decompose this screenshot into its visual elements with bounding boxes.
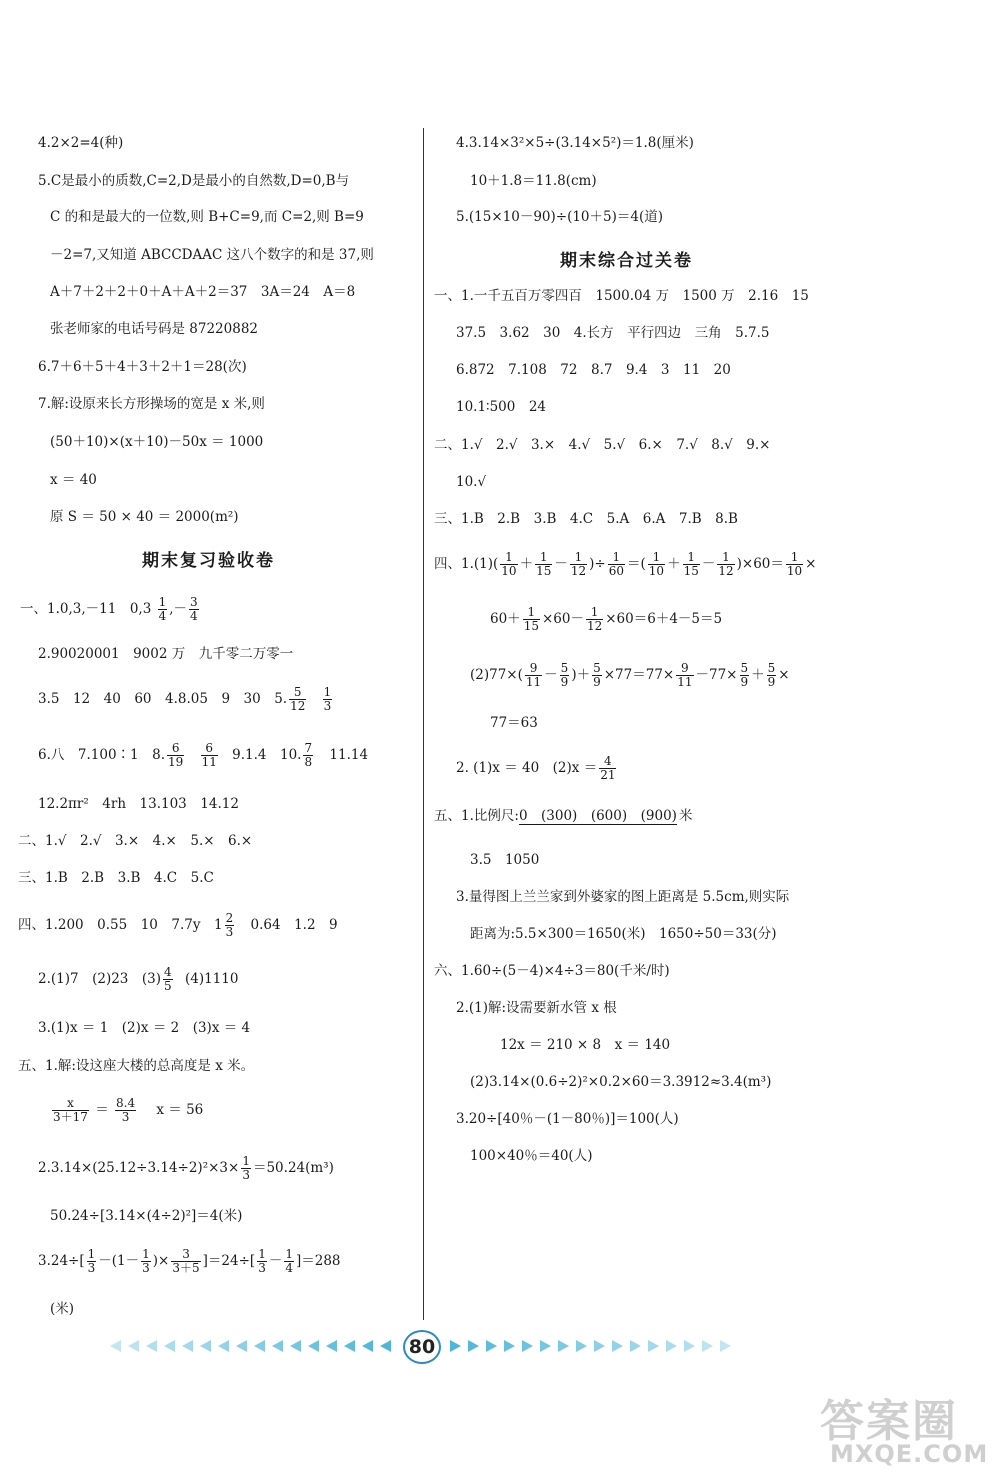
fraction: $\frac{1}{12}$ bbox=[718, 550, 734, 578]
fraction: $\frac{7}{8}$ bbox=[304, 741, 313, 769]
fraction: $\frac{3}{4}$ bbox=[190, 595, 198, 623]
answer-line: 10.1∶500 24 bbox=[456, 399, 547, 415]
answer-line: 3.量得图上兰兰家到外婆家的图上距离是 5.5cm,则实际 bbox=[456, 889, 790, 905]
answer-line: 12.2πr² 4rh 13.103 14.12 bbox=[38, 796, 239, 812]
arrow-right-icon bbox=[648, 1340, 659, 1352]
arrow-left-icon bbox=[200, 1340, 211, 1352]
text: ＝50.24(m³) bbox=[252, 1160, 334, 1176]
watermark-url: MXQE.COM bbox=[830, 1440, 989, 1468]
arrow-right-icon bbox=[522, 1340, 533, 1352]
fraction: $\frac{1}{3}$ bbox=[323, 685, 332, 713]
text: 6.八 7.100∶1 8. bbox=[38, 747, 165, 763]
text: 2.3.14×(25.12÷3.14÷2)²×3× bbox=[38, 1160, 240, 1176]
fraction: $\frac{1}{4}$ bbox=[158, 595, 167, 623]
answer-line: 12x ＝ 210 × 8 x ＝ 140 bbox=[500, 1037, 671, 1053]
arrow-left-icon bbox=[362, 1340, 373, 1352]
text: ×60－ bbox=[541, 611, 584, 627]
fraction: $\frac{x}{3+17}$ bbox=[53, 1096, 88, 1124]
text: × bbox=[778, 667, 790, 683]
arrow-left-icon bbox=[236, 1340, 247, 1352]
answer-line: 3.(1)x ＝ 1 (2)x ＝ 2 (3)x ＝ 4 bbox=[38, 1020, 251, 1036]
answer-line bbox=[38, 686, 334, 713]
text: 3.24÷[ bbox=[38, 1253, 85, 1269]
answer-line: 10＋1.8＝11.8(cm) bbox=[470, 173, 597, 189]
text: ＝ bbox=[95, 1102, 109, 1118]
text: 五、1.比例尺: bbox=[434, 808, 519, 824]
answer-line: －2=7,又知道 ABCCDAAC 这八个数字的和是 37,则 bbox=[50, 247, 374, 263]
fraction: $\frac{5}{12}$ bbox=[290, 685, 306, 713]
section-title: 期末复习验收卷 bbox=[142, 551, 275, 571]
text: － bbox=[701, 556, 716, 572]
fraction: $\frac{1}{60}$ bbox=[608, 550, 624, 578]
answer-line: 三、1.B 2.B 3.B 4.C 5.C bbox=[18, 870, 214, 886]
answer-line: 一、1.一千五百万零四百 1500.04 万 1500 万 2.16 15 bbox=[434, 288, 809, 304]
text: 一、1.0,3,－11 0,3 bbox=[20, 601, 152, 617]
page-number: 80 bbox=[403, 1330, 441, 1364]
arrow-right-icon bbox=[486, 1340, 497, 1352]
fraction: $\frac{4}{21}$ bbox=[600, 754, 616, 782]
text: ,－ bbox=[169, 601, 188, 617]
fraction: $\frac{5}{9}$ bbox=[767, 661, 776, 689]
text: ＝( bbox=[627, 556, 646, 572]
scale-bar: 0 (300) (600) (900) bbox=[518, 808, 677, 824]
answer-line bbox=[38, 966, 238, 993]
answer-line: 3.20÷[40％－(1－80％)]＝100(人) bbox=[456, 1111, 679, 1127]
fraction: $\frac{1}{3}$ bbox=[87, 1247, 96, 1275]
text: 2. (1)x ＝ 40 (2)x ＝ bbox=[456, 760, 598, 776]
arrow-left-icon bbox=[254, 1340, 265, 1352]
arrow-right-icon bbox=[594, 1340, 605, 1352]
fraction: $\frac{9}{11}$ bbox=[677, 661, 693, 689]
arrow-right-icon bbox=[702, 1340, 713, 1352]
section-title: 期末综合过关卷 bbox=[560, 251, 693, 271]
answer-line: A＋7＋2＋2＋0＋A＋A＋2＝37 3A＝24 A＝8 bbox=[50, 284, 356, 300]
answer-line: 距离为:5.5×300＝1650(米) 1650÷50＝33(分) bbox=[470, 926, 777, 942]
answer-line bbox=[20, 596, 201, 623]
text: ＋ bbox=[519, 556, 534, 572]
arrow-right-icon bbox=[612, 1340, 623, 1352]
answer-line bbox=[470, 662, 790, 689]
answer-line: 6.872 7.108 72 8.7 9.4 3 11 20 bbox=[456, 362, 731, 378]
answer-line: 2.(1)解:设需要新水管 x 根 bbox=[456, 1000, 617, 1016]
fraction: $\frac{5}{9}$ bbox=[560, 661, 569, 689]
text: －77× bbox=[695, 667, 738, 683]
text: (4)1110 bbox=[184, 971, 239, 987]
answer-line: 10.√ bbox=[456, 474, 487, 490]
text: 米 bbox=[678, 808, 693, 824]
text: － bbox=[554, 556, 568, 572]
fraction: $\frac{1}{15}$ bbox=[536, 550, 552, 578]
arrow-right-icon bbox=[720, 1340, 731, 1352]
answer-line: 100×40％＝40(人) bbox=[470, 1148, 593, 1164]
fraction: $\frac{1}{10}$ bbox=[648, 550, 665, 578]
answer-line bbox=[490, 606, 722, 633]
answer-line: 6.7＋6＋5＋4＋3＋2＋1＝28(次) bbox=[38, 359, 247, 375]
text: 0.64 1.2 9 bbox=[250, 917, 338, 933]
arrow-left-icon bbox=[272, 1340, 283, 1352]
arrow-right-icon bbox=[468, 1340, 479, 1352]
text: ]＝288 bbox=[295, 1253, 341, 1269]
answer-line: 六、1.60÷(5－4)×4÷3＝80(千米/时) bbox=[434, 963, 670, 979]
text: 四、1.(1)( bbox=[434, 556, 499, 572]
text: )＋ bbox=[571, 667, 591, 683]
fraction: $\frac{3}{3+5}$ bbox=[172, 1247, 200, 1275]
column-divider bbox=[423, 128, 424, 1320]
text: 2.(1)7 (2)23 (3) bbox=[38, 971, 162, 987]
fraction: $\frac{5}{9}$ bbox=[593, 661, 601, 689]
fraction: $\frac{1}{3}$ bbox=[258, 1247, 266, 1275]
answer-line: 三、1.B 2.B 3.B 4.C 5.A 6.A 7.B 8.B bbox=[434, 511, 738, 527]
text: ＋ bbox=[751, 667, 765, 683]
fraction: $\frac{1}{12}$ bbox=[586, 605, 603, 633]
text: －(1－ bbox=[98, 1253, 140, 1269]
arrow-left-icon bbox=[146, 1340, 157, 1352]
arrow-left-icon bbox=[344, 1340, 355, 1352]
answer-line: 3.5 1050 bbox=[470, 852, 540, 868]
answer-line: 2.90020001 9002 万 九千零二万零一 bbox=[38, 646, 294, 662]
fraction: $\frac{2}{3}$ bbox=[225, 911, 234, 939]
answer-line bbox=[38, 1155, 334, 1182]
arrow-left-icon bbox=[290, 1340, 301, 1352]
text: )÷ bbox=[589, 556, 606, 572]
arrow-right-icon bbox=[450, 1340, 461, 1352]
arrow-left-icon bbox=[326, 1340, 337, 1352]
fraction: $\frac{1}{12}$ bbox=[570, 550, 587, 578]
text: (2)77×( bbox=[470, 667, 523, 683]
answer-line bbox=[434, 551, 816, 578]
text: － bbox=[544, 667, 558, 683]
text: ×60＝6＋4－5＝5 bbox=[605, 611, 723, 627]
fraction: $\frac{1}{15}$ bbox=[523, 605, 539, 633]
fraction: $\frac{6}{19}$ bbox=[168, 741, 184, 769]
text: ＋ bbox=[667, 556, 681, 572]
fraction: $\frac{9}{11}$ bbox=[525, 661, 542, 689]
arrow-right-icon bbox=[558, 1340, 569, 1352]
text: )× bbox=[152, 1253, 170, 1269]
text: 3.5 12 40 60 4.8.05 9 30 5. bbox=[38, 691, 288, 707]
answer-line: 4.3.14×3²×5÷(3.14×5²)＝1.8(厘米) bbox=[456, 135, 694, 151]
answer-line: C 的和是最大的一位数,则 B+C=9,而 C=2,则 B=9 bbox=[50, 209, 364, 225]
text: 9.1.4 10. bbox=[232, 747, 302, 763]
watermark-logo: 答案圈 bbox=[820, 1396, 958, 1447]
fraction: $\frac{4}{5}$ bbox=[164, 965, 172, 993]
text: 11.14 bbox=[329, 747, 369, 763]
text: ]＝24÷[ bbox=[202, 1253, 256, 1269]
arrow-left-icon bbox=[128, 1340, 139, 1352]
fraction: $\frac{1}{3}$ bbox=[242, 1154, 250, 1182]
arrow-right-icon bbox=[684, 1340, 695, 1352]
arrow-left-icon bbox=[380, 1340, 391, 1352]
answer-line: 4.2×2=4(种) bbox=[38, 135, 124, 151]
text: － bbox=[268, 1253, 283, 1269]
text: ×77＝77× bbox=[603, 667, 675, 683]
arrow-left-icon bbox=[110, 1340, 121, 1352]
answer-line: 5.(15×10－90)÷(10＋5)＝4(道) bbox=[456, 209, 663, 225]
arrow-right-icon bbox=[576, 1340, 587, 1352]
arrow-left-icon bbox=[308, 1340, 319, 1352]
answer-line: 原 S ＝ 50 × 40 ＝ 2000(m²) bbox=[50, 509, 239, 525]
text: × bbox=[805, 556, 817, 572]
answer-line: (2)3.14×(0.6÷2)²×0.2×60＝3.3912≈3.4(m³) bbox=[470, 1074, 772, 1090]
text: 四、1.200 0.55 10 7.7y 1 bbox=[18, 917, 223, 933]
fraction: $\frac{6}{11}$ bbox=[201, 741, 217, 769]
arrow-left-icon bbox=[182, 1340, 193, 1352]
arrow-right-icon bbox=[666, 1340, 677, 1352]
text: x ＝ 56 bbox=[156, 1102, 204, 1118]
answer-line bbox=[456, 755, 618, 782]
page-footer bbox=[100, 1334, 740, 1362]
answer-line: 二、1.√ 2.√ 3.× 4.√ 5.√ 6.× 7.√ 8.√ 9.× bbox=[434, 437, 771, 453]
answer-line: 二、1.√ 2.√ 3.× 4.× 5.× 6.× bbox=[18, 833, 253, 849]
answer-line bbox=[38, 1248, 341, 1275]
fraction: $\frac{8.4}{3}$ bbox=[116, 1096, 136, 1124]
fraction: $\frac{1}{10}$ bbox=[786, 550, 803, 578]
answer-line bbox=[38, 742, 368, 769]
answer-line bbox=[434, 807, 692, 825]
answer-line: (米) bbox=[50, 1301, 75, 1317]
text: )×60＝ bbox=[736, 556, 784, 572]
fraction: $\frac{1}{15}$ bbox=[683, 550, 699, 578]
arrow-right-icon bbox=[540, 1340, 551, 1352]
answer-line bbox=[18, 912, 338, 939]
fraction: $\frac{1}{4}$ bbox=[285, 1247, 293, 1275]
fraction: $\frac{1}{10}$ bbox=[501, 550, 517, 578]
arrow-left-icon bbox=[218, 1340, 229, 1352]
arrow-right-icon bbox=[504, 1340, 515, 1352]
answer-line: 五、1.解:设这座大楼的总高度是 x 米。 bbox=[18, 1058, 255, 1074]
answer-line: 37.5 3.62 30 4.长方 平行四边 三角 5.7.5 bbox=[456, 325, 770, 341]
answer-line: 50.24÷[3.14×(4÷2)²]＝4(米) bbox=[50, 1208, 243, 1224]
answer-line: 5.C是最小的质数,C=2,D是最小的自然数,D=0,B与 bbox=[38, 173, 350, 189]
text: 60＋ bbox=[490, 611, 521, 627]
answer-line: 7.解:设原来长方形操场的宽是 x 米,则 bbox=[38, 396, 265, 412]
answer-line: 77＝63 bbox=[490, 715, 538, 731]
fraction: $\frac{5}{9}$ bbox=[740, 661, 749, 689]
answer-line: 张老师家的电话号码是 87220882 bbox=[50, 321, 259, 337]
arrow-left-icon bbox=[164, 1340, 175, 1352]
answer-line bbox=[50, 1097, 203, 1124]
fraction: $\frac{1}{3}$ bbox=[142, 1247, 150, 1275]
answer-line: x ＝ 40 bbox=[50, 472, 97, 488]
answer-line: (50＋10)×(x＋10)－50x ＝ 1000 bbox=[50, 434, 264, 450]
arrow-right-icon bbox=[630, 1340, 641, 1352]
